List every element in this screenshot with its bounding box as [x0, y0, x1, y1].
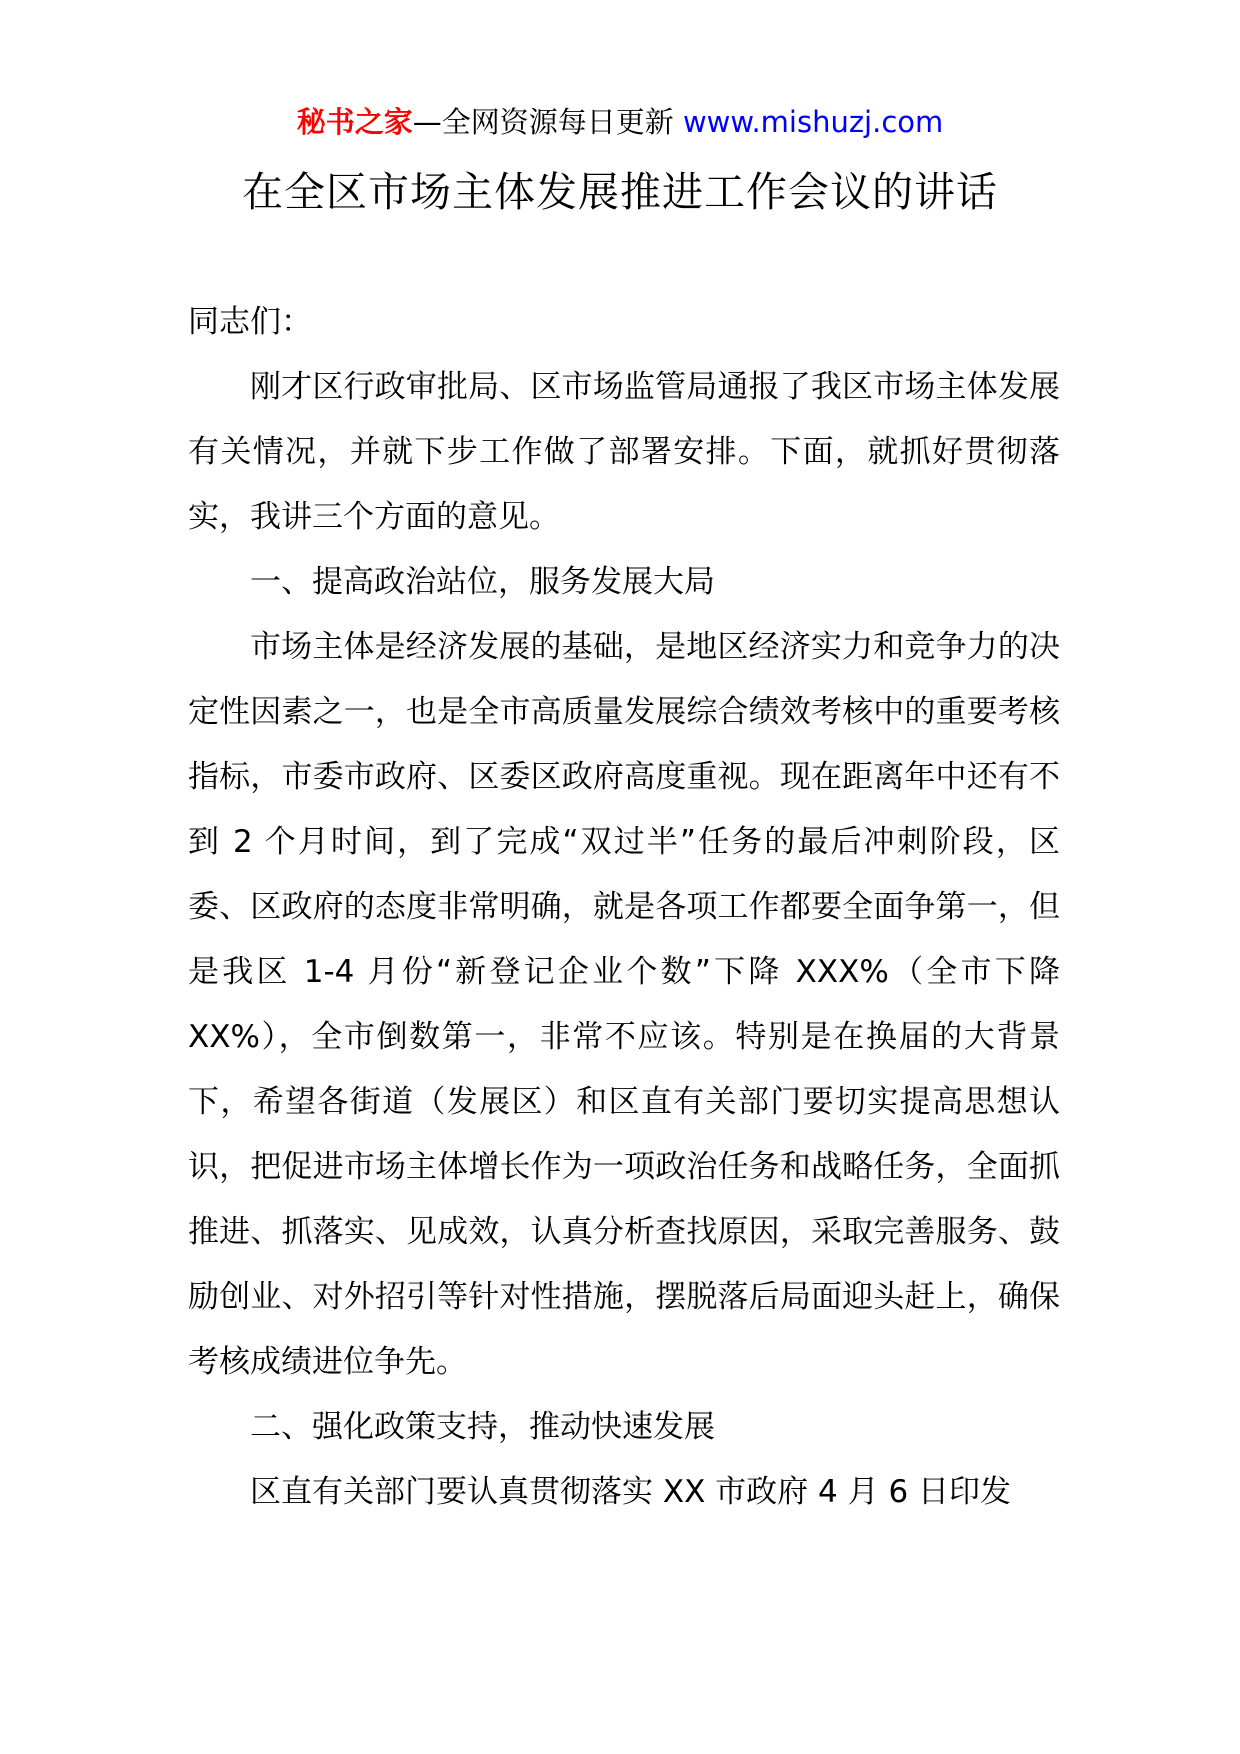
document-body [188, 290, 1060, 1525]
section-heading-1: 一、提高政治站位，服务发展大局 [250, 564, 715, 600]
salutation: 同志们： [188, 304, 312, 340]
section-heading-2: 二、强化政策支持，推动快速发展 [250, 1409, 715, 1445]
paragraph-intro: 刚才区行政审批局、区市场监管局通报了我区市场主体发展有关情况，并就下步工作做了部署安排。下面，就抓好贯彻落实，我讲三个方面的意见。 [188, 369, 1060, 535]
brand-name: 秘书之家 [296, 105, 413, 139]
paragraph-section-2: 区直有关部门要认真贯彻落实 XX 市政府 4 月 6 日印发 [250, 1474, 1012, 1510]
banner-tagline: —全网资源每日更新 [412, 105, 683, 139]
site-url-link[interactable]: www.mishuzj.com [682, 105, 944, 139]
paragraph-section-1: 市场主体是经济发展的基础，是地区经济实力和竞争力的决定性因素之一，也是全市高质量发展综合绩效考核中的重要考核指标，市委市政府、区委区政府高度重视。现在距离年中还有不到 2 个月时间，到了完成“双过半”任务的最后冲刺阶段，区委、区政府的态度非常明确，就是各项工作都要全面争第一，但是我区 1-4 月份“新登记企业个数”下降 XXX%（全市下降 XX%），全市倒数第一，非常不应该。特别是在换届的大背景下，希望各街道（发展区）和区直有关部门要切实提高思想认识，把促进市场主体增长作为一项政治任务和战略任务，全面抓推进、抓落实、见成效，认真分析查找原因，采取完善服务、鼓励创业、对外招引等针对性措施，摆脱落后局面迎头赶上，确保考核成绩进位争先。 [188, 629, 1060, 1380]
document-title: 在全区市场主体发展推进工作会议的讲话 [242, 168, 998, 216]
site-banner [0, 102, 1240, 142]
